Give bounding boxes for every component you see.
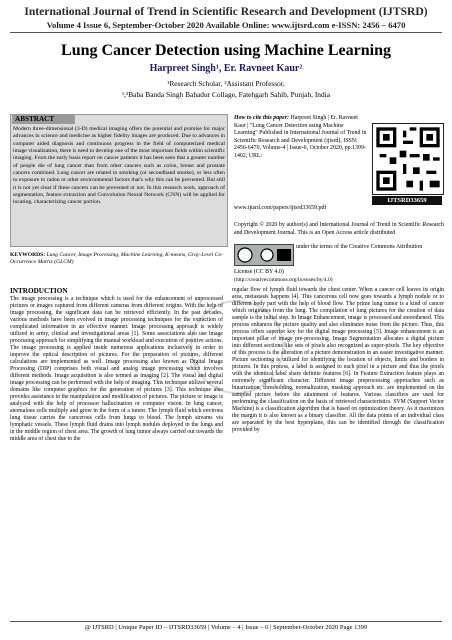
cc-license-text: under the terms of the Creative Commons Attribution: [296, 244, 423, 250]
footer-divider: [10, 621, 442, 622]
citation-label: How to cite this paper:: [234, 115, 289, 121]
license-url[interactable]: (http://creativecommons.org/licenses/by/4.0): [234, 277, 333, 283]
introduction-right-column: regular flow of lymph fluid towards the chest center. When a cancer cell leaves its origin area, metastasis happens [4]. This cancerous cell now goes towards a lymph nodule or to different body part with the help of blood flow. The prime lung tumor is a kind of cancer which originates from the lung. The compilation of lung pictures for the creation of data sample is the initial step. In Image Enhancement, image is processed and smoothened. This process enhances the picture quality and also eliminates noise from the picture. Thus, this process offers superior key for the digital image processing [5]. Image enhancement is an important pillar of image pre-processing. Image Segmentation allocates a digital picture into different sections like sets of pixels also recognized as super-pixels. The key objective of this process is the alteration of a picture demonstration in an easier investigative manner. Picture sectioning is utilized for identifying the location of objects, limits and borders in pictures. In this process, a label is assigned to each pixel in a picture and thus the pixels with the identical label share definite features [6]. In Feature Extraction feature plays an extremely significant character. Different image preprocessing approaches such as binarization, thresholding, normalization, masking approach etc. are implemented on the sampled picture before the attainment of features. Various classifiers are used for performing the classification on the basis of retrieved characteristics. SVM (Support Vector Machine) is a classification algorithm that is based on optimization theory. As it maximizes the margin it is also known as a binary classifier. All the data points of an individual class are separated by the best hyperplane, this can be identified through the classification provided by: [232, 287, 444, 433]
cc-by-license-logo: [234, 244, 294, 266]
keywords-label: KEYWORDS:: [10, 252, 46, 258]
citation-url[interactable]: www.ijtsrd.com/papers/ijtsrd33659.pdf: [234, 205, 327, 211]
introduction-left-column: The image processing is a technique which is used for the enhancement of unprocessed pictures or images captured from different cameras from different origins. With the help of image processing, the significant data can be retrieved efficiently. In the past decades, various methods have been evolved in image processing techniques for the extraction of complicated information in an effective manner. Image processing approach is widely utilized in army, clinical and investigational areas [1]. Some associations also use image processing approach for simplifying the manual workload and execution of positive actions. The image processing is applied inside numerous applications inclusively in order to improve the optical description of pictures. For the preparation of pictures, different calculations are implemented as well. Image processing also known as Digital Image Processing (DIP) comprises both visual and analog image processing which involves different methods. Image acquisition is also termed as imaging [2]. The visual and digital image processing can be performed with the help of imaging. This technique utilizes several domains like computer graphics for the generation of pictures [3]. This technique also provides assistance in the manipulation and modification of pictures. The picture or image is analyzed with the help of processor hallucination or computer vision. In lung cancer, anomalous cells multiply and grow in the form of a tumor. The lymph fluid which environs lung tissue carries the cancerous cells from lungs to blood. The lymph streams via lymphatic vessels. These lymph fluid drains into lymph nodules deployed in the lungs and in the middle region of chest area. The growth of lung tumor always carried out towards the middle area of chest due to the: [10, 296, 223, 442]
paper-authors: Harpreet Singh¹, Er. Ravneet Kaur²: [149, 63, 303, 74]
keywords: [10, 252, 228, 266]
paper-title: Lung Cancer Detection using Machine Learning: [61, 42, 391, 59]
journal-title: International Journal of Trend in Scientific Research and Development (IJTSRD): [24, 5, 428, 18]
header-divider: [10, 32, 442, 33]
abstract-text: Modern three-dimensional (3-D) medical imaging offers the potential and promise for major advances in science and medicine as higher fidelity images are produced. Due to advances in computer aided diagnosis and continuous progress in the field of computerized medical image visualization, there is need to develop one of the most important fields within scientific imaging. From the early basis report on cancer patients it has been seen that a greater number of people die of lung cancer than from other cancers such as colon, breast and prostate cancers combined. Lung cancer are related to smoking (or secondhand smoke), or less often to exposure to radon or other environmental factors that's why this can be prevented. But still it is not yet clear if these cancers can be prevented or not. In this research work, approach of segmentation, feature extraction and Convolution Neural Network (CNN) will be applied for locating, characterizing cancer portion.: [13, 126, 225, 206]
citation-block: [234, 115, 368, 160]
license-line: License (CC BY 4.0): [234, 269, 284, 275]
introduction-heading: INTRODUCTION: [10, 287, 68, 295]
keywords-text: Lung Cancer, Image Processing, Machine Learning, K-means, Gray-Level Co-Occurrence Matrix (GLCM): [10, 252, 224, 266]
journal-subtitle: Volume 4 Issue 6, September-October 2020 Available Online: www.ijtsrd.com e-ISSN: 2456 – 6470: [46, 20, 406, 30]
abstract-heading: ABSTRACT: [12, 115, 75, 124]
affiliation-line-2: ¹,²Baba Banda Singh Bahadur Collage, Fatehgarh Sahib, Punjab, India: [121, 90, 331, 99]
citation-text: Harpreet Singh | Er. Ravneet Kaur | "Lung Cancer Detection using Machine Learning" Published in International Journal of Trend in Scientific Research and Development (ijtsrd), ISSN: 2456-6470, Volume-4 | Issue-6, October 2020, pp.1399-1402, URL:: [234, 115, 367, 159]
qr-code-image: [372, 123, 444, 195]
affiliation-line-1: ¹Research Scholar, ²Assistant Professor,: [167, 79, 285, 88]
qr-code-label: IJTSRD33659: [372, 196, 442, 205]
copyright-text: Copyright © 2020 by author(s) and International Journal of Trend in Scientific Research and Development Journal. This is an Open Access article distributed: [234, 222, 444, 236]
page-footer: @ IJTSRD | Unique Paper ID – IJTSRD33659 | Volume – 4 | Issue – 6 | September-October 2020 Page 1399: [84, 624, 368, 631]
